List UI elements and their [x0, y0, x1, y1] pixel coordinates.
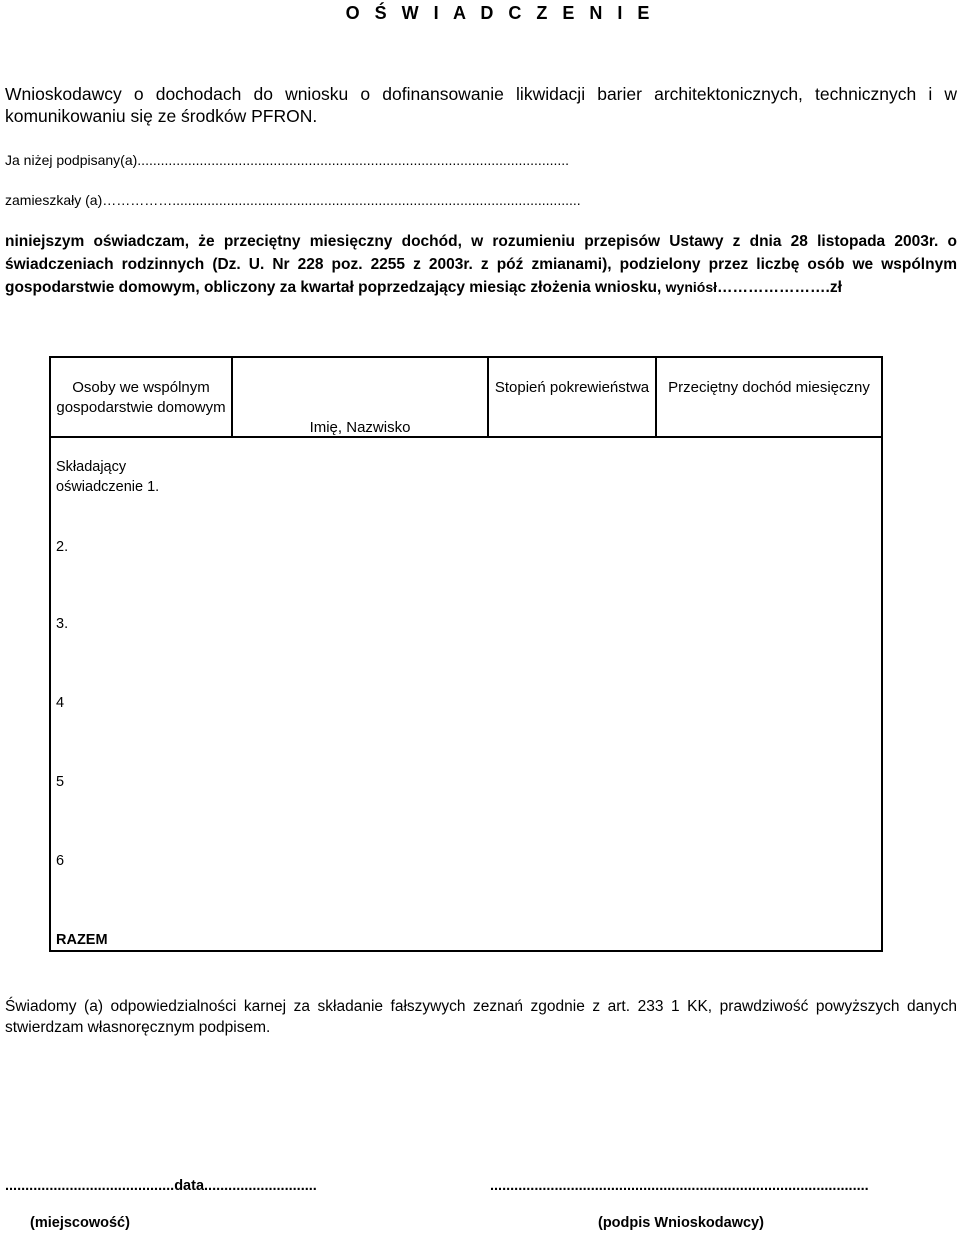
header-household-members: Osoby we wspólnym gospodarstwie domowym — [56, 379, 226, 416]
place-date-line: ..........................................data............................ — [5, 1178, 317, 1194]
household-income-table — [49, 356, 883, 952]
amount-value: ………………….zł — [717, 279, 842, 296]
table-row-label: 6 — [56, 853, 65, 869]
table-row-label: 4 — [56, 695, 65, 711]
signed-by-line: Ja niżej podpisany(a)............................................................................................................... — [5, 152, 570, 168]
declaration-paragraph — [5, 230, 957, 299]
table-row-label: 5 — [56, 774, 65, 790]
table-row-label: 3. — [56, 616, 69, 632]
place-label: (miejscowość) — [30, 1215, 130, 1231]
declaration-text: niniejszym oświadczam, że przeciętny miesięczny dochód, w rozumieniu przepisów Ustawy z dnia 28 listopada 2003r. o świadczeniach rodzinnych (Dz. U. Nr 228 poz. 2255 z 2003r. z póź zmianami), podzielony przez liczbę osób we wspólnym gospodarstwie domowym, obliczony za kwartał poprzedzający miesiąc złożenia wniosku, — [5, 233, 957, 296]
signature-line: .............................................................................................. — [490, 1178, 869, 1194]
header-name: Imię, Nazwisko — [309, 419, 411, 436]
liability-statement: Świadomy (a) odpowiedzialności karnej za składanie fałszywych zeznań zgodnie z art. 233 1 KK, prawdziwość powyższych danych stwierdzam własnoręcznym podpisem. — [5, 998, 957, 1036]
table-row-label: Składający oświadczenie 1. — [56, 459, 160, 495]
residence-line: zamieszkały (a)……………......................................................................................................... — [5, 192, 581, 208]
document-title: O Ś W I A D C Z E N I E — [345, 3, 655, 23]
intro-paragraph: Wnioskodawcy o dochodach do wniosku o dofinansowanie likwidacji barier architektonicznych, technicznych i w komunikowaniu się ze środków PFRON. — [5, 84, 957, 126]
signer-label: (podpis Wnioskodawcy) — [598, 1215, 764, 1231]
amount-label: wyniósł — [665, 279, 718, 295]
header-average-income: Przeciętny dochód miesięczny — [668, 379, 870, 396]
table-row-label: 2. — [56, 539, 69, 555]
header-relationship: Stopień pokrewieństwa — [494, 379, 650, 396]
table-row-total-label: RAZEM — [56, 932, 108, 948]
